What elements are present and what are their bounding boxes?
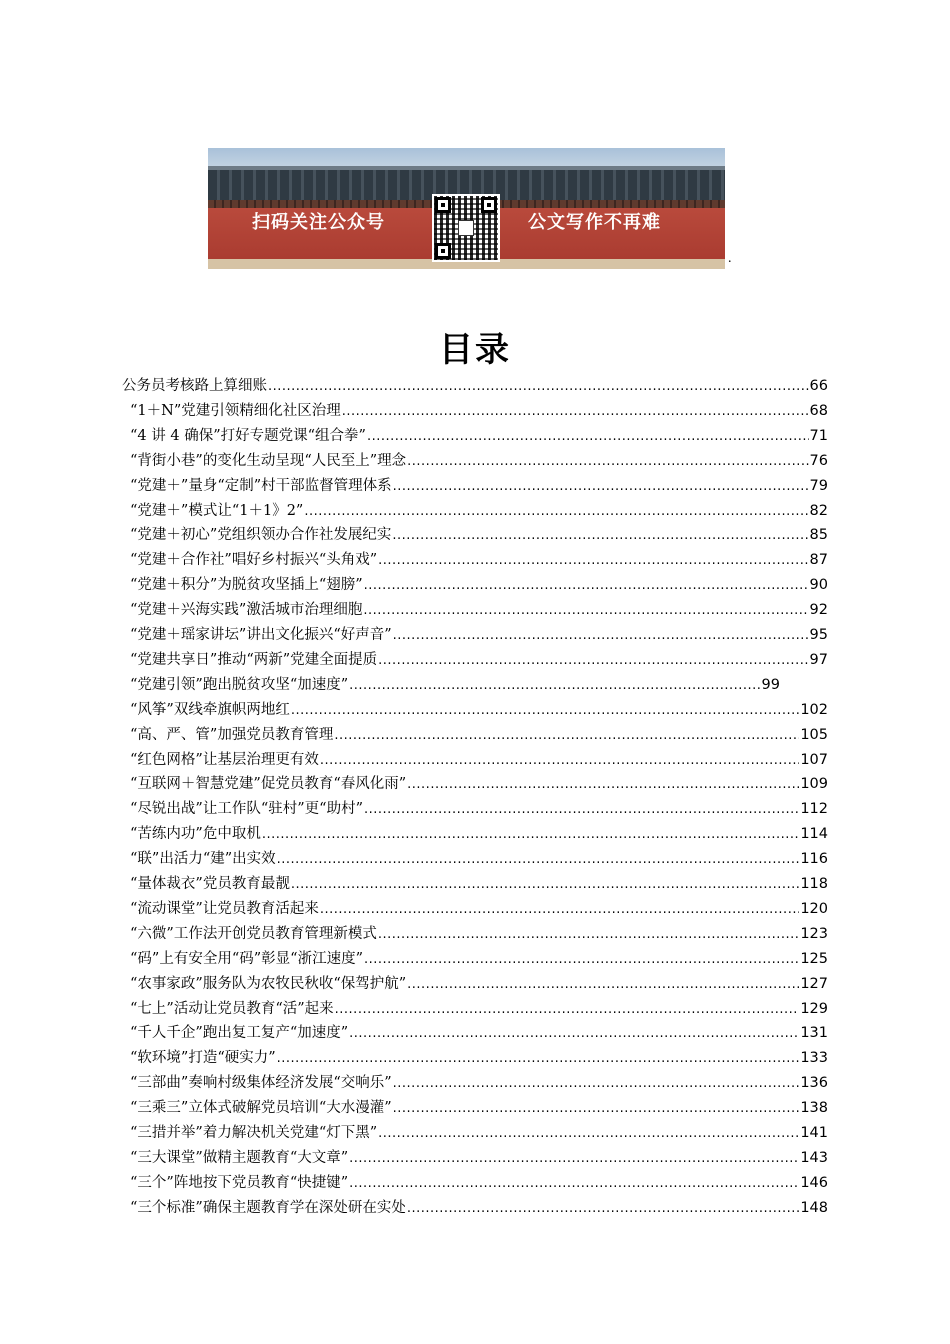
toc-dot-leader: [407, 454, 808, 469]
toc-entry-title: “尽锐出战”让工作队“驻村”更“助村”: [130, 801, 363, 817]
toc-entry[interactable]: [130, 623, 828, 645]
toc-entry[interactable]: [130, 598, 828, 620]
toc-dot-leader: [349, 1151, 799, 1166]
toc-entry-title: “红色网格”让基层治理更有效: [130, 752, 319, 768]
toc-page-number: 131: [800, 1025, 828, 1041]
toc-dot-leader: [349, 1026, 799, 1041]
toc-entry-title: “三部曲”奏响村级集体经济发展“交响乐”: [130, 1075, 392, 1091]
toc-entry-title: “六微”工作法开创党员教育管理新模式: [130, 926, 377, 942]
toc-entry-title: “风筝”双线牵旗帜两地红: [130, 702, 290, 718]
toc-entry[interactable]: [130, 474, 828, 496]
toc-page-number: 133: [800, 1050, 828, 1066]
toc-entry-title: “党建引领”跑出脱贫攻坚“加速度”: [130, 677, 349, 693]
toc-page-number: 97: [809, 652, 828, 668]
toc-entry[interactable]: [130, 723, 828, 745]
toc-dot-leader: [342, 404, 809, 419]
toc-entry-title: “高、严、管”加强党员教育管理: [130, 727, 334, 743]
toc-entry-title: “流动课堂”让党员教育活起来: [130, 901, 319, 917]
toc-dot-leader: [363, 603, 808, 618]
toc-entry-title: “党建＋”量身“定制”村干部监督管理体系: [130, 478, 392, 494]
toc-dot-leader: [277, 1051, 800, 1066]
page-title: 目录: [439, 330, 511, 370]
toc-entry-title: “党建共享日”推动“两新”党建全面提质: [130, 652, 378, 668]
toc-entry[interactable]: [130, 997, 828, 1019]
toc-page-number: 99: [761, 677, 780, 693]
toc-page-number: 92: [809, 602, 828, 618]
toc-entry[interactable]: [130, 424, 828, 446]
toc-page-number: 95: [809, 627, 828, 643]
toc-entry-title: “三乘三”立体式破解党员培训“大水漫灌”: [130, 1100, 392, 1116]
trailing-mark: .: [728, 251, 732, 266]
toc-entry[interactable]: [130, 449, 828, 471]
toc-entry-title: “量体裁衣”党员教育最靓: [130, 876, 290, 892]
toc-page-number: 114: [800, 826, 828, 842]
toc-entry-title: “1＋N”党建引领精细化社区治理: [130, 403, 341, 419]
toc-entry-title: “软环境”打造“硬实力”: [130, 1050, 276, 1066]
toc-entry-title: “互联网＋智慧党建”促党员教育“春风化雨”: [130, 776, 407, 792]
toc-entry-title: “联”出活力“建”出实效: [130, 851, 276, 867]
toc-dot-leader: [349, 1176, 799, 1191]
toc-entry[interactable]: [130, 698, 828, 720]
toc-entry-title: “党建＋积分”为脱贫攻坚插上“翅膀”: [130, 577, 363, 593]
toc-entry[interactable]: [130, 548, 828, 570]
qr-code-icon[interactable]: [432, 194, 500, 262]
toc-page-number: 148: [800, 1200, 828, 1216]
toc-dot-leader: [393, 1076, 800, 1091]
toc-page-number: 143: [800, 1150, 828, 1166]
toc-entry[interactable]: [130, 1071, 828, 1093]
toc-page-number: 87: [809, 552, 828, 568]
toc-dot-leader: [407, 977, 799, 992]
toc-dot-leader: [378, 1126, 799, 1141]
toc-dot-leader: [378, 653, 808, 668]
toc-entry-title: “党建＋”模式让“1＋1》2”: [130, 503, 304, 519]
toc-dot-leader: [407, 777, 799, 792]
toc-page-number: 105: [800, 727, 828, 743]
toc-entry[interactable]: [130, 673, 780, 695]
toc-entry[interactable]: [130, 922, 828, 944]
toc-entry-title: “苦练内功”危中取机: [130, 826, 261, 842]
toc-page-number: 129: [800, 1001, 828, 1017]
toc-page-number: 79: [809, 478, 828, 494]
toc-entry[interactable]: [130, 972, 828, 994]
toc-entry[interactable]: [130, 523, 828, 545]
toc-page-number: 127: [800, 976, 828, 992]
toc-entry-title: “党建＋合作社”唱好乡村振兴“头角戏”: [130, 552, 378, 568]
toc-entry[interactable]: [122, 374, 828, 396]
toc-page-number: 136: [800, 1075, 828, 1091]
toc-entry-title: “背街小巷”的变化生动呈现“人民至上”理念: [130, 453, 407, 469]
toc-entry[interactable]: [130, 499, 828, 521]
toc-page-number: 109: [800, 776, 828, 792]
toc-page-number: 118: [800, 876, 828, 892]
toc-dot-leader: [407, 1201, 799, 1216]
toc-dot-leader: [277, 852, 800, 867]
toc-entry-title: “千人千企”跑出复工复产“加速度”: [130, 1025, 349, 1041]
toc-dot-leader: [304, 504, 808, 519]
toc-page-number: 138: [800, 1100, 828, 1116]
toc-dot-leader: [291, 703, 799, 718]
toc-entry[interactable]: [130, 748, 828, 770]
toc-dot-leader: [262, 827, 799, 842]
toc-entry[interactable]: [130, 847, 828, 869]
toc-page-number: 146: [800, 1175, 828, 1191]
toc-entry-title: “党建＋初心”党组织领办合作社发展纪实: [130, 527, 392, 543]
toc-dot-leader: [334, 728, 799, 743]
toc-dot-leader: [320, 753, 799, 768]
banner-left-text: 扫码关注公众号: [252, 212, 385, 233]
toc-entry-title: “党建＋兴海实践”激活城市治理细胞: [130, 602, 363, 618]
toc-entry[interactable]: [130, 1046, 828, 1068]
toc-entry[interactable]: [130, 1171, 828, 1193]
toc-entry[interactable]: [130, 1021, 828, 1043]
toc-entry-title: “三措并举”着力解决机关党建“灯下黑”: [130, 1125, 378, 1141]
toc-entry[interactable]: [130, 1096, 828, 1118]
toc-page-number: 141: [800, 1125, 828, 1141]
toc-entry[interactable]: [130, 1196, 828, 1218]
toc-entry-title: “4 讲 4 确保”打好专题党课“组合拳”: [130, 428, 366, 444]
toc-page-number: 107: [800, 752, 828, 768]
toc-page-number: 116: [800, 851, 828, 867]
toc-dot-leader: [291, 877, 799, 892]
toc-entry[interactable]: [130, 1146, 828, 1168]
toc-dot-leader: [268, 379, 809, 394]
toc-dot-leader: [393, 628, 809, 643]
toc-entry-title: “三个”阵地按下党员教育“快捷键”: [130, 1175, 349, 1191]
banner-right-text: 公文写作不再难: [528, 212, 661, 233]
toc-page-number: 68: [809, 403, 828, 419]
toc-dot-leader: [378, 927, 799, 942]
toc-entry[interactable]: [130, 772, 828, 794]
toc-dot-leader: [335, 1002, 800, 1017]
toc-entry[interactable]: [130, 573, 828, 595]
toc-dot-leader: [393, 1101, 800, 1116]
toc-dot-leader: [320, 902, 799, 917]
toc-entry[interactable]: [130, 897, 828, 919]
toc-page-number: 102: [800, 702, 828, 718]
toc-page-number: 71: [809, 428, 828, 444]
toc-page-number: 112: [800, 801, 828, 817]
qr-banner-image: [208, 148, 725, 269]
toc-dot-leader: [349, 678, 760, 693]
toc-page-number: 90: [809, 577, 828, 593]
toc-entry[interactable]: [130, 399, 828, 421]
toc-page-number: 120: [800, 901, 828, 917]
toc-page-number: 66: [809, 378, 828, 394]
toc-entry[interactable]: [130, 947, 828, 969]
toc-dot-leader: [364, 578, 809, 593]
toc-entry-title: “码”上有安全用“码”彰显“浙江速度”: [130, 951, 363, 967]
toc-dot-leader: [392, 528, 808, 543]
toc-entry-title: “农事家政”服务队为农牧民秋收“保驾护航”: [130, 976, 407, 992]
toc-entry[interactable]: [130, 822, 828, 844]
toc-entry[interactable]: [130, 648, 828, 670]
toc-page-number: 123: [800, 926, 828, 942]
toc-page-number: 82: [809, 503, 828, 519]
toc-page-number: 76: [809, 453, 828, 469]
toc-dot-leader: [378, 553, 808, 568]
toc-dot-leader: [364, 952, 799, 967]
toc-entry[interactable]: [130, 797, 828, 819]
toc-dot-leader: [393, 479, 809, 494]
toc-page-number: 85: [809, 527, 828, 543]
toc-page-number: 125: [800, 951, 828, 967]
toc-entry-title: “三个标准”确保主题教育学在深处研在实处: [130, 1200, 406, 1216]
toc-entry-title: 公务员考核路上算细账: [122, 378, 267, 394]
toc-entry[interactable]: [130, 1121, 828, 1143]
toc-entry-title: “三大课堂”做精主题教育“大文章”: [130, 1150, 349, 1166]
toc-dot-leader: [367, 429, 809, 444]
toc-entry-title: “党建＋瑶家讲坛”讲出文化振兴“好声音”: [130, 627, 392, 643]
toc-entry-title: “七上”活动让党员教育“活”起来: [130, 1001, 334, 1017]
toc-entry[interactable]: [130, 872, 828, 894]
toc-dot-leader: [364, 802, 799, 817]
